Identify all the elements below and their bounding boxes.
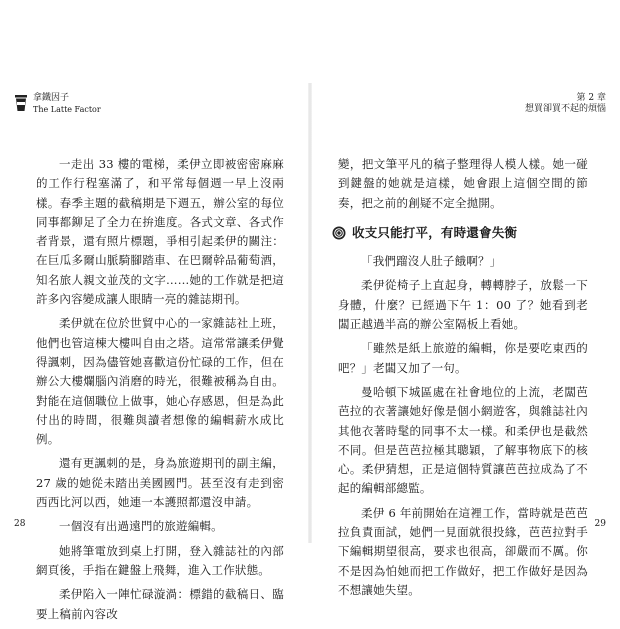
left-body-text (36, 155, 284, 629)
right-page (310, 83, 620, 597)
paragraph: 一走出 33 樓的電梯，柔伊立即被密密麻麻的工作行程塞滿了，和平常每個週一早上沒兩樣。春季主題的截稿期是下週五，辦公室的每位同事都鉚足了全力在拚進度。各式文章、各式作者背景，還有照片標題，爭相引起柔伊的關注：在巨瓜多爾山脈騎腳踏車、在巴爾幹品葡萄酒，知名旅人親文並茂的文字……她的工作就是把這許多內容變成讓人眼睛一亮的雜誌期刊。 (36, 157, 284, 307)
paragraph: 變，把文筆平凡的稿子整理得人模人樣。她一碰到鍵盤的她就是這樣，她會跟上這個空間的節奏，把之前的創疑不定全拋開。 (338, 157, 588, 210)
paragraph: 「雖然是紙上旅遊的編輯，你是要吃東西的吧？」老闆又加了一句。 (338, 341, 588, 375)
paragraph: 她將筆電放到桌上打開，登入雜誌社的內部網頁後，手指在鍵盤上飛舞，進入工作狀態。 (36, 543, 284, 577)
page-number-left: 28 (14, 519, 26, 529)
paragraph: 柔伊 6 年前開始在這裡工作，當時就是芭芭拉負責面試，她們一見面就很投緣，芭芭拉對手下編輯期望很高，要求也很高，卻嚴而不厲。你不是因為怕她而把工作做好，把工作做好是因為不想讓她失望。 (338, 505, 588, 597)
paragraph: 曼哈頓下城區處在社會地位的上流，老闆芭芭拉的衣著讓她好像是個小網遊客，與雜誌社內其他衣著時髦的同事不太一樣。和柔伊也是截然不同。但是芭芭拉極其聰穎，了解事物底下的核心。柔伊猜想，正是這個特質讓芭芭拉成為了不起的編輯部總監。 (338, 384, 588, 496)
book-spread (0, 83, 620, 621)
latte-cup-icon (14, 94, 28, 112)
right-body-text (338, 155, 588, 605)
paragraph: 還有更諷刺的是，身為旅遊期刊的副主編，27 歲的她從未踏出美國國門。甚至沒有走到密西西比河以西，她連一本護照都還沒申請。 (36, 456, 284, 510)
chapter-title: 想買卻買不起的煩惱 (524, 104, 606, 114)
spiral-bullet-icon (332, 226, 346, 240)
running-title-cn: 拿鐵因子 (33, 93, 70, 103)
chapter-number: 第 2 章 (576, 93, 606, 103)
running-header-left (14, 93, 101, 115)
running-header-right (525, 93, 606, 115)
section-heading-text: 收支只能打平，有時還會失衡 (352, 224, 518, 240)
paragraph: 柔伊陷入一陣忙碌漩渦：標錯的截稿日、臨要上稿前內容改 (36, 587, 284, 621)
page-number-right: 29 (594, 519, 606, 529)
paragraph: 柔伊從椅子上直起身，轉轉脖子，放鬆一下身體，什麼？已經過下午 1：00 了？她看到老闆正越過半高的辦公室隔板上看她。 (338, 278, 588, 332)
left-page (0, 83, 310, 621)
paragraph: 一個沒有出過遠門的旅遊編輯。 (59, 519, 223, 534)
paragraph: 「我們蹓沒人肚子餓啊？」 (361, 254, 502, 269)
running-title-en: The Latte Factor (33, 105, 101, 114)
section-heading (332, 223, 588, 242)
paragraph: 柔伊就在位於世貿中心的一家雜誌社上班，他們也管這棟大樓叫自由之塔。這常常讓柔伊覺得諷刺，因為儘管她喜歡這份忙碌的工作，但在辦公大樓爛腦內消磨的時光，很難被稱為自由。對能在這個職位上做事，她心存感恩，但是為此付出的時間，很難與讀者想像的編輯薪水成比例。 (36, 316, 284, 447)
